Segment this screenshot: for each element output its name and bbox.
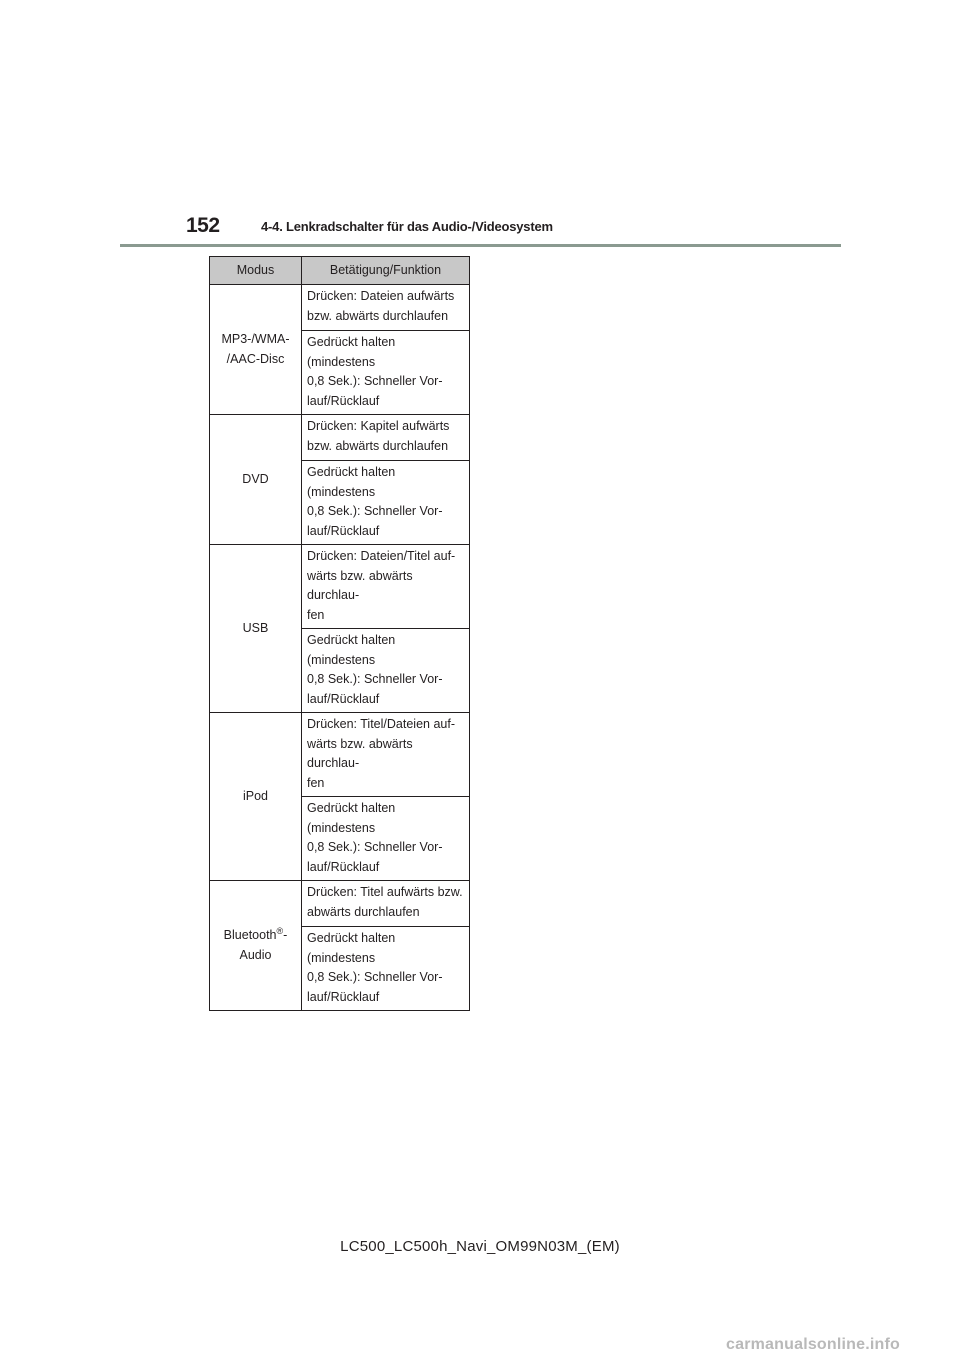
hold-action-cell [302, 461, 470, 545]
action-text-line: lauf/Rücklauf [307, 989, 380, 1004]
table-row [210, 545, 470, 629]
registered-mark: ® [276, 925, 284, 936]
action-text-line: 0,8 Sek.): Schneller Vor- [307, 374, 443, 388]
mode-label-line: MP3-/WMA- [221, 332, 290, 346]
footer-model-code: LC500_LC500h_Navi_OM99N03M_(EM) [340, 1238, 620, 1255]
mode-cell [210, 545, 302, 713]
hold-action-cell [302, 797, 470, 881]
section-title: 4-4. Lenkradschalter für das Audio-/Videosystem [261, 219, 553, 234]
press-action-cell [302, 285, 470, 331]
press-action-cell [302, 881, 470, 927]
action-text-line: bzw. abwärts durchlaufen [307, 308, 449, 323]
mode-cell [210, 285, 302, 415]
action-text-line: Drücken: Dateien/Titel auf- [307, 549, 456, 563]
action-text-line: Gedrückt halten (mindestens [307, 801, 396, 835]
mode-label-line: Audio [239, 947, 272, 962]
press-action-cell [302, 415, 470, 461]
action-text-line: wärts bzw. abwärts durchlau- [307, 568, 413, 602]
table-row [210, 713, 470, 797]
mode-label-line: /AAC-Disc [226, 351, 285, 366]
action-text-line: 0,8 Sek.): Schneller Vor- [307, 672, 443, 686]
table-row [210, 415, 470, 461]
mode-cell [210, 881, 302, 1011]
action-text-line: abwärts durchlaufen [307, 904, 420, 919]
action-text-line: lauf/Rücklauf [307, 523, 380, 538]
action-text-line: lauf/Rücklauf [307, 393, 380, 408]
table-row [210, 881, 470, 927]
action-text-line: lauf/Rücklauf [307, 859, 380, 874]
action-text-line: Drücken: Titel/Dateien auf- [307, 717, 455, 731]
press-action-cell [302, 545, 470, 629]
table-header-row [210, 257, 470, 285]
hold-action-cell [302, 927, 470, 1011]
action-text-line: bzw. abwärts durchlaufen [307, 438, 449, 453]
action-text-line: wärts bzw. abwärts durchlau- [307, 736, 413, 770]
hold-action-cell [302, 629, 470, 713]
action-text-line: 0,8 Sek.): Schneller Vor- [307, 504, 443, 518]
action-text-line: Drücken: Titel aufwärts bzw. [307, 885, 463, 899]
press-action-cell [302, 713, 470, 797]
table-row [210, 285, 470, 331]
mode-cell [210, 713, 302, 881]
action-text-line: Gedrückt halten (mindestens [307, 633, 396, 667]
action-text-line: fen [307, 607, 325, 622]
hold-action-cell [302, 331, 470, 415]
mode-cell [210, 415, 302, 545]
action-text-line: Gedrückt halten (mindestens [307, 931, 396, 965]
action-text-line: lauf/Rücklauf [307, 691, 380, 706]
action-text-line: Gedrückt halten (mindestens [307, 465, 396, 499]
mode-label-line: iPod [242, 788, 269, 803]
watermark: carmanualsonline.info [726, 1336, 901, 1353]
mode-label-line: USB [242, 620, 269, 635]
header-divider [120, 244, 841, 247]
action-text-line: Gedrückt halten (mindestens [307, 335, 396, 369]
column-header-function: Betätigung/Funktion [302, 257, 470, 285]
action-text-line: Drücken: Dateien aufwärts [307, 289, 455, 303]
mode-function-table [209, 256, 470, 1011]
action-text-line: 0,8 Sek.): Schneller Vor- [307, 840, 443, 854]
mode-label-line: Bluetooth®- [223, 925, 288, 942]
column-header-mode: Modus [210, 257, 302, 285]
action-text-line: Drücken: Kapitel aufwärts [307, 419, 450, 433]
action-text-line: 0,8 Sek.): Schneller Vor- [307, 970, 443, 984]
action-text-line: fen [307, 775, 325, 790]
page-number: 152 [186, 214, 220, 237]
mode-label-line: DVD [242, 471, 269, 486]
